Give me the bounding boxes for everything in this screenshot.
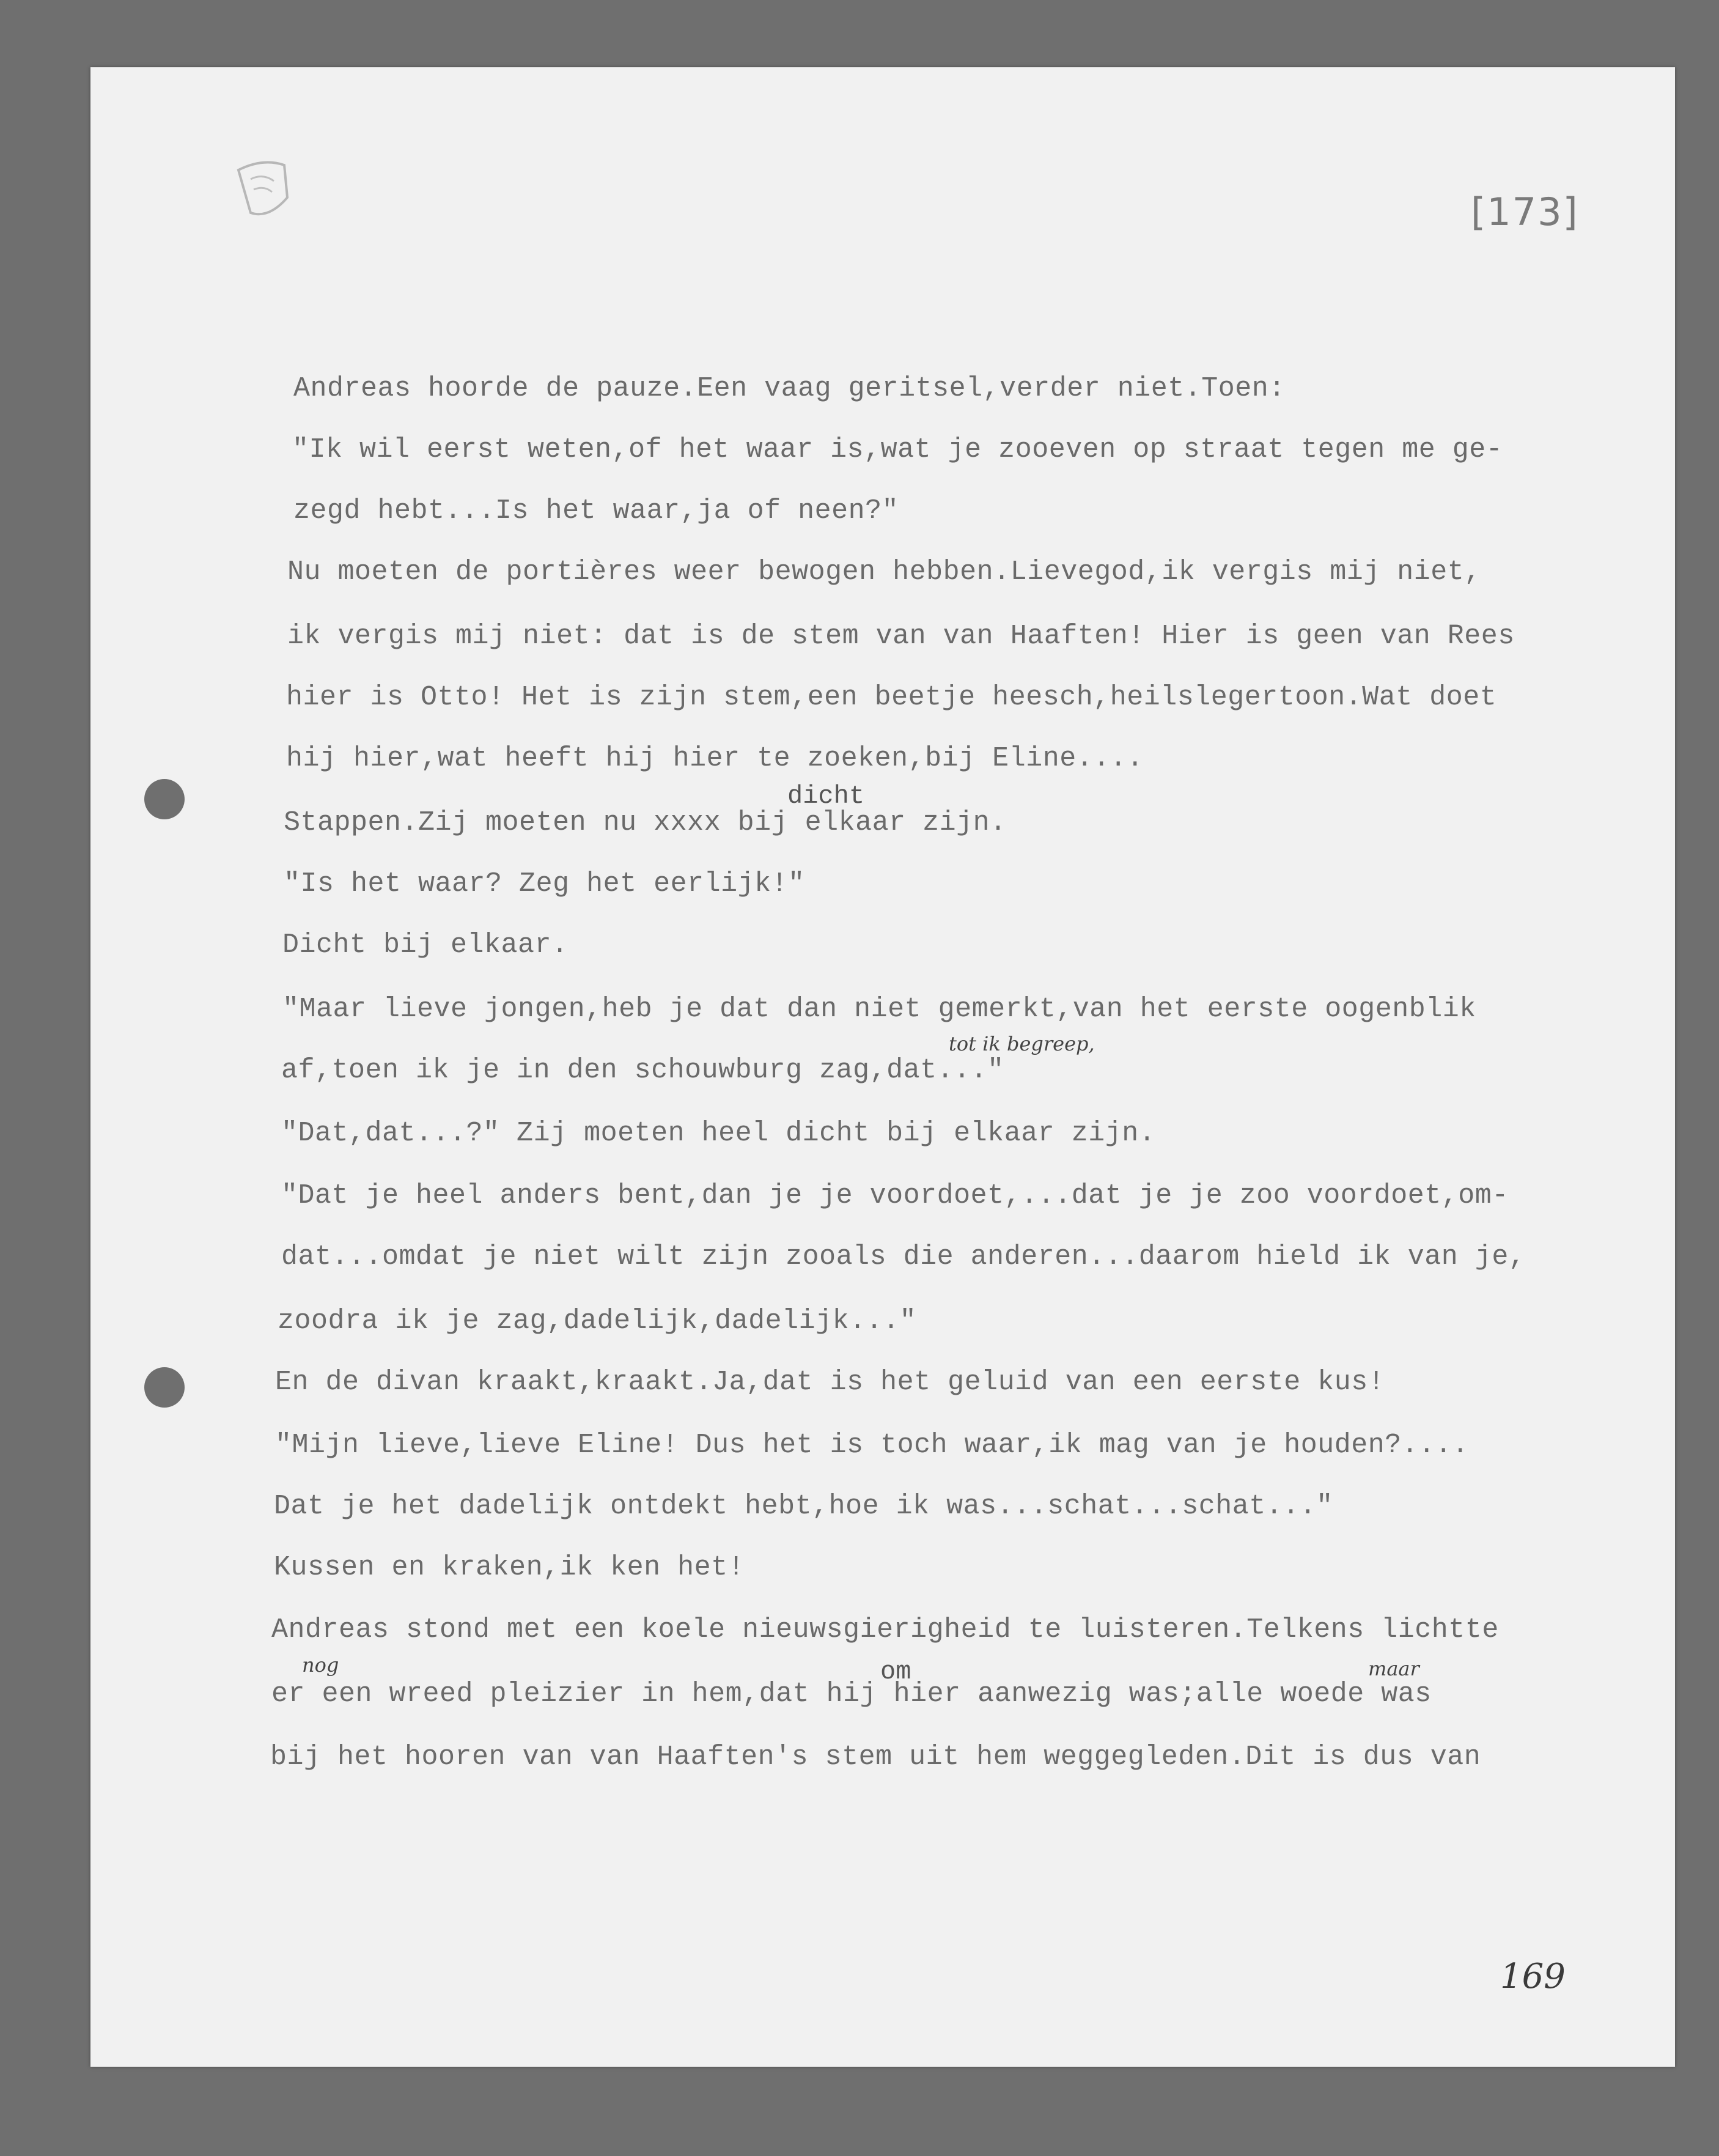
text-line: af,toen ik je in den schouwburg zag,dat...": [281, 1055, 1004, 1086]
handwritten-insertion-nog: nog: [302, 1653, 339, 1677]
text-line: Andreas stond met een koele nieuwsgierigheid te luisteren.Telkens lichtte: [271, 1614, 1499, 1645]
handwritten-insertion-begreep: tot ik begreep,: [949, 1032, 1095, 1055]
text-line: hier is Otto! Het is zijn stem,een beetje heesch,heilslegertoon.Wat doet: [286, 682, 1497, 713]
text-line: "Dat,dat...?" Zij moeten heel dicht bij elkaar zijn.: [281, 1118, 1156, 1149]
text-line: Andreas hoorde de pauze.Een vaag geritsel,verder niet.Toen:: [293, 373, 1286, 404]
text-line: bij het hooren van van Haaften's stem uit hem weggegleden.Dit is dus van: [270, 1741, 1481, 1773]
text-line: "Mijn lieve,lieve Eline! Dus het is toch waar,ik mag van je houden?....: [275, 1430, 1469, 1461]
text-line: Nu moeten de portières weer bewogen hebben.Lievegod,ik vergis mij niet,: [287, 556, 1481, 588]
text-line: dat...omdat je niet wilt zijn zooals die anderen...daarom hield ik van je,: [281, 1241, 1526, 1272]
text-line: Stappen.Zij moeten nu xxxx bij elkaar zijn.: [284, 807, 1007, 838]
typed-text: [90, 67, 1675, 2067]
text-line: Dat je het dadelijk ontdekt hebt,hoe ik was...schat...schat...": [274, 1491, 1333, 1522]
manuscript-page: [90, 67, 1675, 2067]
text-line: zoodra ik je zag,dadelijk,dadelijk...": [278, 1305, 917, 1337]
text-line: "Is het waar? Zeg het eerlijk!": [284, 868, 805, 899]
text-line: En de divan kraakt,kraakt.Ja,dat is het geluid van een eerste kus!: [275, 1367, 1385, 1398]
text-line: Kussen en kraken,ik ken het!: [274, 1552, 745, 1583]
typed-insertion-om: om: [880, 1657, 911, 1686]
handwritten-insertion-maar: maar: [1368, 1657, 1419, 1680]
text-line: ik vergis mij niet: dat is de stem van van Haaften! Hier is geen van Rees: [287, 621, 1515, 652]
page-number: 169: [1500, 1957, 1566, 1996]
folio-number: [173]: [1471, 190, 1579, 234]
text-line: "Maar lieve jongen,heb je dat dan niet gemerkt,van het eerste oogenblik: [282, 994, 1476, 1025]
typed-insertion-dicht: dicht: [787, 781, 865, 811]
text-line: "Ik wil eerst weten,of het waar is,wat je zooeven op straat tegen me ge-: [292, 434, 1503, 465]
text-line: hij hier,wat heeft hij hier te zoeken,bij Eline....: [286, 743, 1144, 774]
text-line: Dicht bij elkaar.: [282, 929, 569, 961]
text-line: "Dat je heel anders bent,dan je je voordoet,...dat je je zoo voordoet,om-: [281, 1180, 1509, 1211]
text-line: zegd hebt...Is het waar,ja of neen?": [293, 495, 899, 526]
text-line: er een wreed pleizier in hem,dat hij hier aanwezig was;alle woede was: [271, 1678, 1432, 1710]
